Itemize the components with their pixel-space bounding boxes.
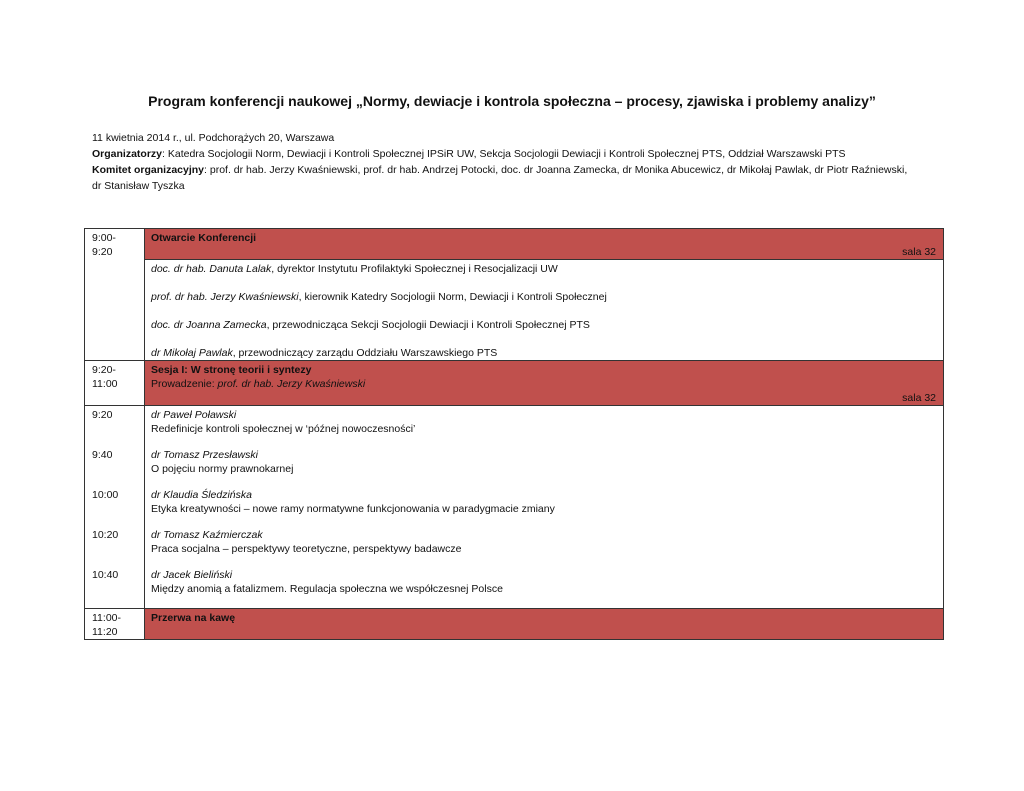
talk-time: 9:20 (92, 409, 113, 421)
committee-line (92, 162, 942, 178)
speaker-name: prof. dr hab. Jerzy Kwaśniewski (151, 291, 299, 303)
session1-room: sala 32 (902, 392, 936, 404)
opening-speaker (151, 290, 936, 304)
opening-speakers-row (85, 260, 944, 361)
talk-speaker: dr Tomasz Kaźmierczak (151, 529, 263, 541)
speaker-role: , kierownik Katedry Socjologii Norm, Dewiacji i Kontroli Społecznej (298, 291, 607, 303)
opening-time-start: 9:00- (92, 232, 116, 244)
committee-text: : prof. dr hab. Jerzy Kwaśniewski, prof. dr hab. Andrzej Potocki, doc. dr Joanna Zamecka, dr Monika Abucewicz, dr Mikołaj Pawlak, dr Piotr Raźniewski, (204, 164, 908, 176)
opening-speaker (151, 318, 936, 332)
talk-times (85, 406, 145, 609)
session1-time (85, 361, 145, 406)
talk-title: O pojęciu normy prawnokarnej (151, 463, 294, 475)
session1-chair (151, 377, 936, 391)
talk-item (151, 568, 936, 608)
page-title: Program konferencji naukowej „Normy, dewiacje i kontrola społeczna – procesy, zjawiska i problemy analizy” (148, 93, 876, 109)
opening-header-row (85, 229, 944, 260)
opening-time-end: 9:20 (92, 246, 113, 258)
talk-time: 10:00 (92, 489, 119, 501)
opening-speaker (151, 262, 936, 276)
chair-label: Prowadzenie: (151, 378, 218, 390)
talk-speaker: dr Tomasz Przesławski (151, 449, 258, 461)
organizers-line (92, 146, 942, 162)
talk-item (151, 448, 936, 488)
talk-item (151, 408, 936, 448)
session1-talks (145, 406, 944, 609)
session1-header (145, 361, 944, 406)
break-time-end: 11:20 (92, 626, 118, 638)
talk-title: Redefinicje kontroli społecznej w ‘późnej nowoczesności’ (151, 423, 416, 435)
talk-title: Etyka kreatywności – nowe ramy normatywne funkcjonowania w paradygmacie zmiany (151, 503, 555, 515)
talk-speaker: dr Klaudia Śledzińska (151, 489, 252, 501)
session1-title: Sesja I: W stronę teorii i syntezy (151, 364, 312, 376)
date-place: 11 kwietnia 2014 r., ul. Podchorążych 20, Warszawa (92, 132, 335, 144)
talk-speaker: dr Paweł Poławski (151, 409, 237, 421)
break-title: Przerwa na kawę (151, 612, 236, 624)
opening-speaker (151, 346, 936, 360)
speaker-name: doc. dr Joanna Zamecka (151, 319, 267, 331)
talk-item (151, 528, 936, 568)
organizers-label: Organizatorzy (92, 148, 163, 160)
conference-info (92, 130, 942, 194)
program-table (84, 228, 944, 640)
speaker-name: doc. dr hab. Danuta Lalak (151, 263, 272, 275)
speaker-role: , przewodniczący zarządu Oddziału Warszawskiego PTS (232, 347, 498, 359)
talk-item (151, 488, 936, 528)
opening-room: sala 32 (902, 246, 936, 258)
chair-name: prof. dr hab. Jerzy Kwaśniewski (217, 378, 366, 390)
committee-line-2: dr Stanisław Tyszka (92, 180, 185, 192)
opening-speakers (145, 260, 944, 361)
opening-header (145, 229, 944, 260)
organizers-text: : Katedra Socjologii Norm, Dewiacji i Kontroli Społecznej IPSiR UW, Sekcja Socjologii Dewiacji i Kontroli Społecznej PTS, Oddział Warszawski PTS (162, 148, 846, 160)
break-header (145, 609, 944, 640)
speaker-role: , przewodnicząca Sekcji Socjologii Dewiacji i Kontroli Społecznej PTS (266, 319, 590, 331)
committee-label: Komitet organizacyjny (92, 164, 205, 176)
talk-time: 10:40 (92, 569, 119, 581)
break-time (85, 609, 145, 640)
session1-header-row (85, 361, 944, 406)
talk-title: Między anomią a fatalizmem. Regulacja społeczna we współczesnej Polsce (151, 583, 503, 595)
break-row (85, 609, 944, 640)
speaker-role: , dyrektor Instytutu Profilaktyki Społecznej i Resocjalizacji UW (271, 263, 558, 275)
break-time-start: 11:00- (92, 612, 121, 624)
session1-talks-row (85, 406, 944, 609)
opening-title: Otwarcie Konferencji (151, 232, 257, 244)
talk-time: 9:40 (92, 449, 113, 461)
talk-time: 10:20 (92, 529, 119, 541)
opening-time (85, 229, 145, 361)
speaker-name: dr Mikołaj Pawlak (151, 347, 233, 359)
session1-time-end: 11:00 (92, 378, 118, 390)
talk-speaker: dr Jacek Bieliński (151, 569, 233, 581)
session1-time-start: 9:20- (92, 364, 116, 376)
talk-title: Praca socjalna – perspektywy teoretyczne, perspektywy badawcze (151, 543, 462, 555)
